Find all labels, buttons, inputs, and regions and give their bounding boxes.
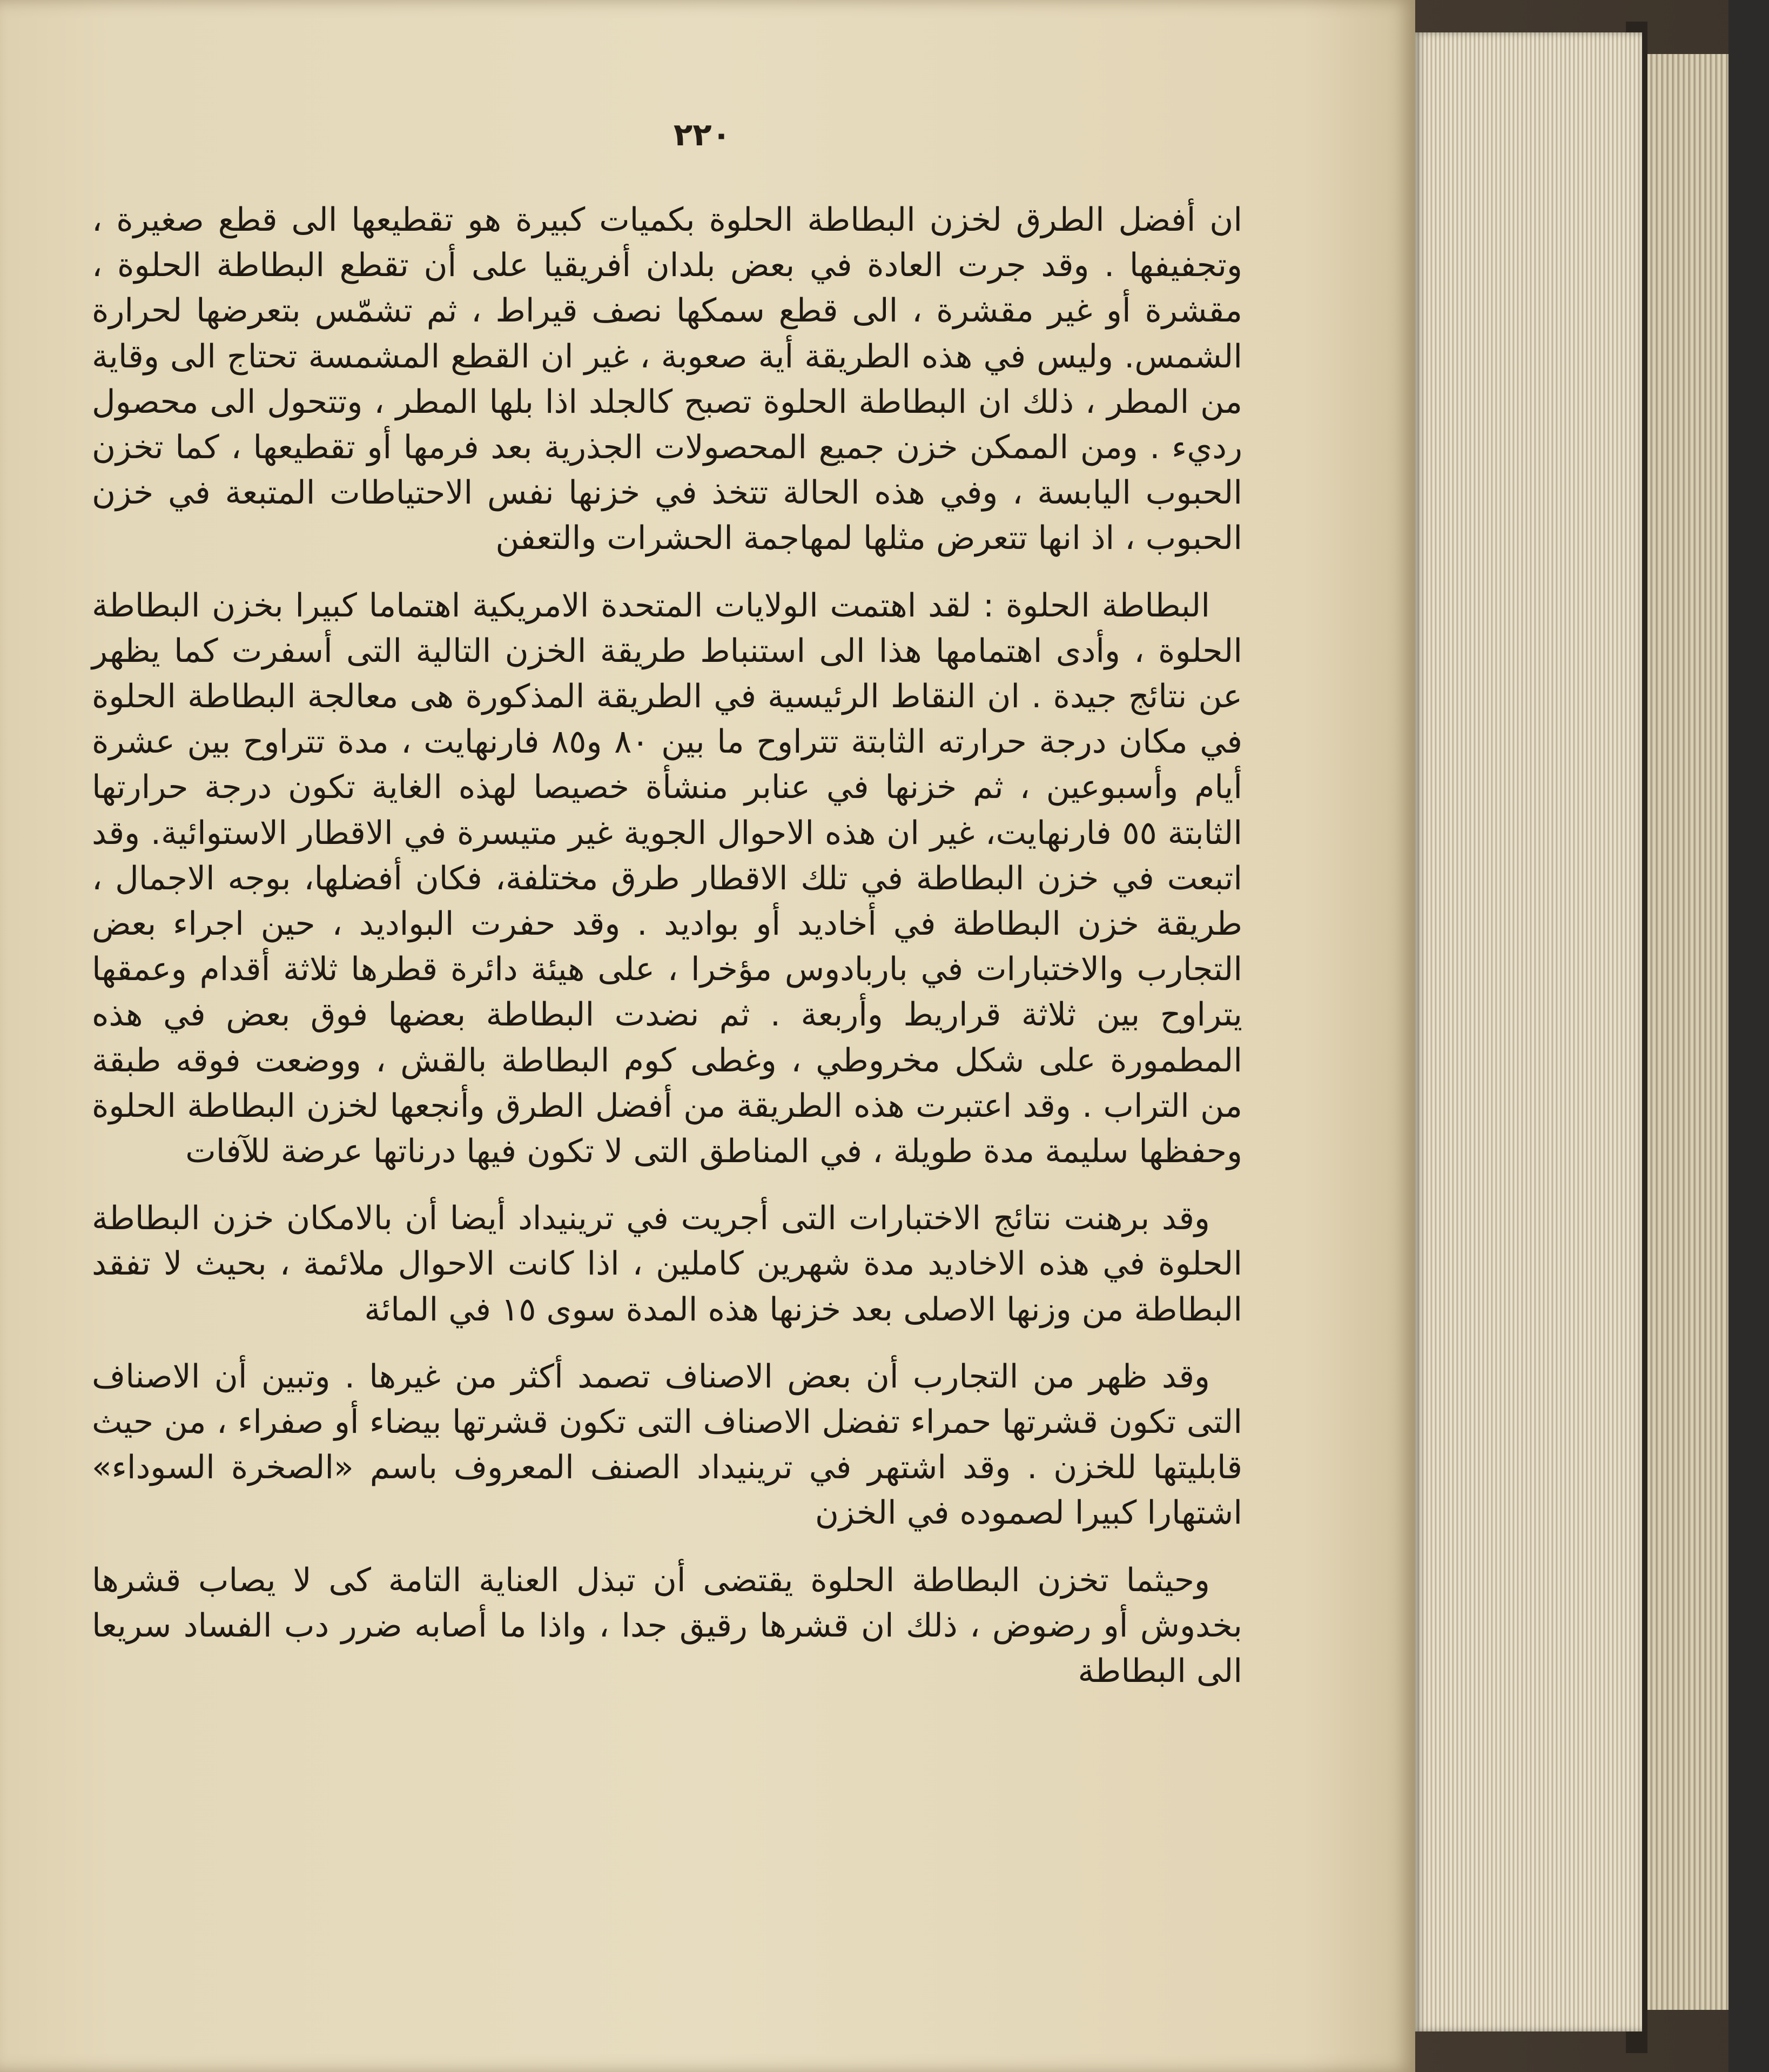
paragraph-trinidad-results: وقد برهنت نتائج الاختبارات التى أجريت في ترينيداد أيضا أن بالامكان خزن البطاطة الحلوة في هذه الاخاديد مدة شهرين كاملين ، اذا كانت الاحوال ملائمة ، بحيث لا تفقد البطاطة من وزنها الاصلى بعد خزنها هذه المدة سوى ١٥ في المائة xyxy=(92,1199,1242,1329)
paragraph-handling-care: وحيثما تخزن البطاطة الحلوة يقتضى أن تبذل العناية التامة كى لا يصاب قشرها بخدوش أو رضوض ، ذلك ان قشرها رقيق جدا ، واذا ما أصابه ضرر دب الفساد سريعا الى البطاطة xyxy=(92,1561,1242,1691)
back-page-edges xyxy=(1642,54,1728,2010)
page-edges xyxy=(1415,32,1642,2031)
paragraph-drying: ان أفضل الطرق لخزن البطاطة الحلوة بكميات كبيرة هو تقطيعها الى قطع صغيرة ، وتجفيفها . وقد جرت العادة في بعض بلدان أفريقيا على أن تقطع البطاطة الحلوة ، مقشرة أو غير مقشرة ، الى قطع سمكها نصف قيراط ، ثم تشمّس بتعرضها لحرارة الشمس. وليس في هذه الطريقة أية صعوبة ، غير ان القطع المشمسة تحتاج الى وقاية من المطر ، ذلك ان البطاطة الحلوة تصبح كالجلد اذا بلها المطر ، وتتحول الى محصول رديء . ومن الممكن خزن جميع المحصولات الجذرية بعد فرمها أو تقطيعها ، كما تخزن الحبوب اليابسة ، وفي هذه الحالة تتخذ في خزنها نفس الاحتياطات المتبعة في خزن الحبوب ، اذ انها تتعرض مثلها لمهاجمة الحشرات والتعفن xyxy=(92,201,1242,558)
page-number: ٢٢٠ xyxy=(673,116,731,153)
book-cover xyxy=(1728,0,1769,2072)
paragraph-sweet-potato-storage: البطاطة الحلوة : لقد اهتمت الولايات المتحدة الامريكية اهتماما كبيرا بخزن البطاطة الحلوة ، وأدى اهتمامها هذا الى استنباط طريقة الخزن التالية التى أسفرت كما يظهر عن نتائج جيدة . ان النقاط الرئيسية في الطريقة المذكورة هى معالجة البطاطة الحلوة في مكان درجة حرارته الثابتة تتراوح ما بين ٨٠ و٨٥ فارنهايت ، مدة تتراوح بين عشرة أيام وأسبوعين ، ثم خزنها في عنابر منشأة خصيصا لهذه الغاية تكون درجة حرارتها الثابتة ٥٥ فارنهايت، غير ان هذه الاحوال الجوية غير متيسرة في الاقطار الاستوائية. وقد اتبعت في خزن البطاطة في تلك الاقطار طرق مختلفة، فكان أفضلها، بوجه الاجمال ، طريقة خزن البطاطة في أخاديد أو بواديد . وقد حفرت البواديد ، حين اجراء بعض التجارب والاختبارات في باربادوس مؤخرا ، على هيئة دائرة قطرها ثلاثة أقدام وعمقها يتراوح بين ثلاثة قراريط وأربعة . ثم نضدت البطاطة بعضها فوق بعض في هذه المطمورة على شكل مخروطي ، وغطى كوم البطاطة بالقش ، ووضعت فوقه طبقة من التراب . وقد اعتبرت هذه الطريقة من أفضل الطرق وأنجعها لخزن البطاطة الحلوة وحفظها سليمة مدة طويلة ، في المناطق التى لا تكون فيها درناتها عرضة للآفات xyxy=(92,586,1243,1171)
page-body xyxy=(92,197,1242,1715)
paragraph-varieties: وقد ظهر من التجارب أن بعض الاصناف تصمد أكثر من غيرها . وتبين أن الاصناف التى تكون قشرتها حمراء تفضل الاصناف التى تكون قشرتها بيضاء أو صفراء ، من حيث قابليتها للخزن . وقد اشتهر في ترينيداد الصنف المعروف باسم «الصخرة السوداء» اشتهارا كبيرا لصموده في الخزن xyxy=(92,1357,1242,1532)
